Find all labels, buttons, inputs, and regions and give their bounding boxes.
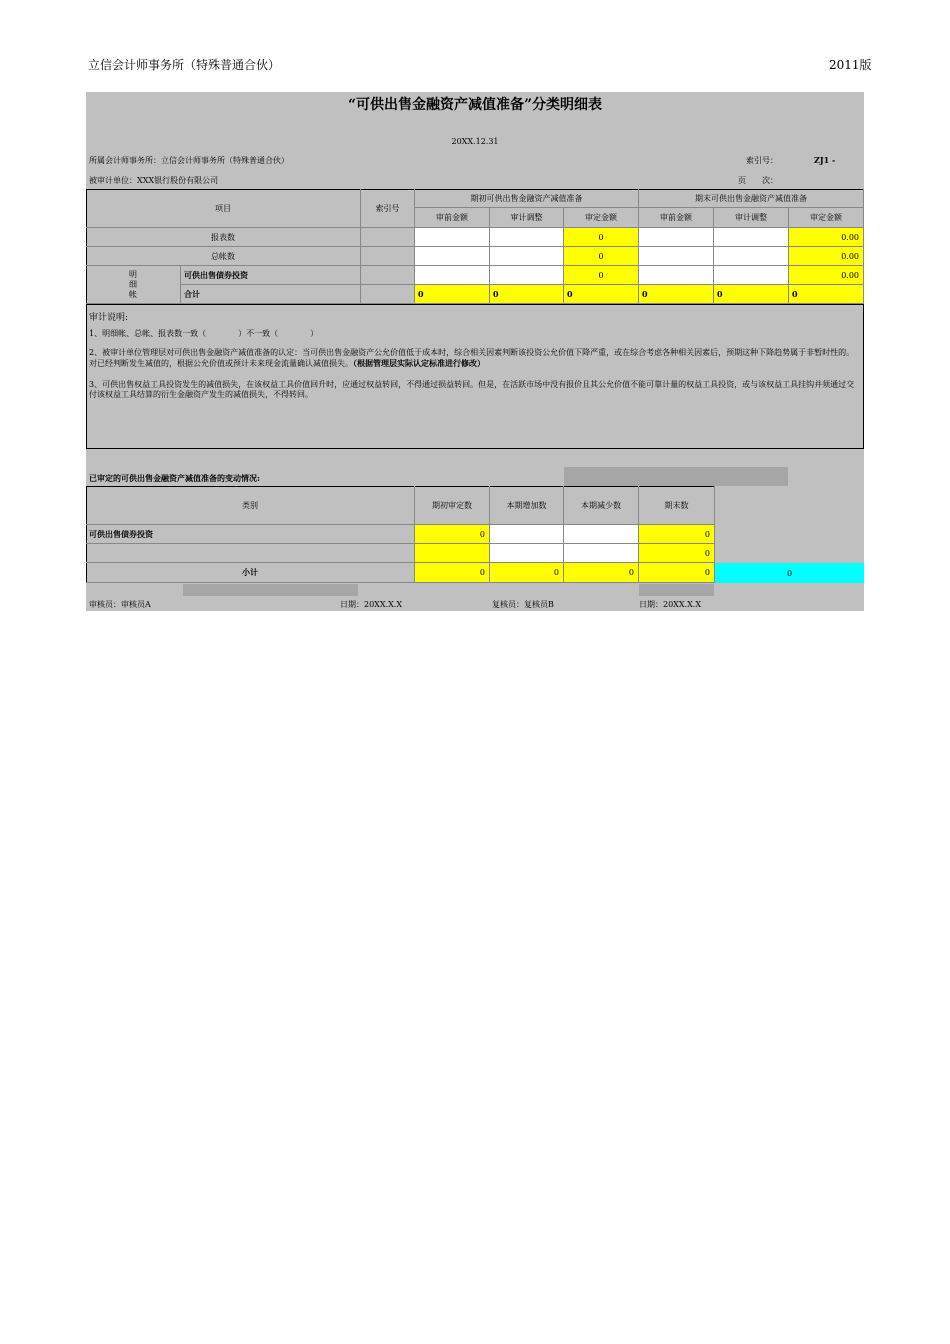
ledger-cell[interactable] [714, 247, 789, 266]
total-cell: 0 [639, 285, 714, 304]
note-1: 1、明细帐、总帐、报表数一致（ ）不一致（ ） [89, 329, 319, 338]
report-cell[interactable] [415, 228, 490, 247]
detail-cell[interactable] [415, 266, 490, 285]
shade-bar-footer [183, 584, 358, 596]
sub-header-1: 审前金额 [415, 208, 490, 228]
ledger-cell[interactable] [490, 247, 564, 266]
row2-cell[interactable] [415, 544, 490, 563]
detail-ledger-label: 明 细 帐 [86, 266, 181, 304]
audit-notes [86, 304, 864, 449]
row-report-label: 报表数 [86, 228, 361, 247]
detail-cell[interactable]: 0.00 [789, 266, 864, 285]
header-firm: 立信会计师事务所（特殊普通合伙） [88, 58, 281, 72]
index-label: 索引号： [746, 156, 778, 165]
sub-header-2: 审计调整 [490, 208, 564, 228]
row1-label: 可供出售债券投资 [86, 525, 415, 544]
note-2: 2、被审计单位管理层对可供出售金融资产减值准备的认定：当可供出售金融资产公允价值低于成本时，综合相关因素判断该投资公允价值下降严重，或在综合考虑各种相关因素后，预期这种下降趋势属于非暂时性的。对已经判断发生减值的，根据公允价值或预计未来现金流量确认减值损失。（根据管理层实际认定标准进行修改） [89, 348, 855, 368]
total-cell: 0 [564, 285, 639, 304]
col-decrease-header: 本期减少数 [564, 486, 639, 525]
total-cell: 0 [490, 285, 564, 304]
col-increase-header: 本期增加数 [490, 486, 564, 525]
detail-cell[interactable]: 0 [564, 266, 639, 285]
row1-cell[interactable]: 0 [639, 525, 715, 544]
sub-header-3: 审定金额 [564, 208, 639, 228]
total-cell: 0 [714, 285, 789, 304]
row-total-index[interactable] [361, 285, 415, 304]
shade-bar-footer-2 [639, 584, 714, 596]
check-cell: 0 [715, 563, 864, 583]
ledger-cell[interactable] [415, 247, 490, 266]
row-ledger-index[interactable] [361, 247, 415, 266]
group-begin-header: 期初可供出售金融资产减值准备 [415, 189, 639, 208]
total-cell: 0 [789, 285, 864, 304]
shade-bar [564, 467, 788, 486]
row-ledger-label: 总帐数 [86, 247, 361, 266]
reviewer: 复核员：复核员B [492, 600, 554, 609]
worksheet [86, 92, 864, 611]
note-2-emphasis: （根据管理层实际认定标准进行修改） [353, 358, 485, 368]
index-value: ZJ1 - [814, 155, 836, 165]
row1-cell[interactable] [490, 525, 564, 544]
col-index-header: 索引号 [361, 189, 415, 228]
report-cell[interactable]: 0 [564, 228, 639, 247]
row1-cell[interactable]: 0 [415, 525, 490, 544]
client-line: 被审计单位：XXX银行股份有限公司 [89, 176, 219, 185]
prepare-date: 日期：20XX.X.X [340, 600, 403, 609]
page-title: “可供出售金融资产减值准备”分类明细表 [347, 97, 603, 113]
ledger-cell[interactable]: 0.00 [789, 247, 864, 266]
ledger-cell[interactable]: 0 [564, 247, 639, 266]
sub-header-6: 审定金额 [789, 208, 864, 228]
row2-cell[interactable]: 0 [639, 544, 715, 563]
row2-cell[interactable] [490, 544, 564, 563]
table2-heading: 已审定的可供出售金融资产减值准备的变动情况: [89, 473, 260, 483]
notes-heading: 审计说明: [89, 313, 129, 323]
group-end-header: 期末可供出售金融资产减值准备 [639, 189, 864, 208]
detail-cell[interactable] [714, 266, 789, 285]
report-cell[interactable] [490, 228, 564, 247]
row1-cell[interactable] [564, 525, 639, 544]
sub-header-4: 审前金额 [639, 208, 714, 228]
header-edition: 2011版 [829, 58, 872, 72]
report-cell[interactable] [714, 228, 789, 247]
col-category-header: 类别 [86, 486, 415, 525]
row-total-label: 合计 [181, 285, 361, 304]
subtotal-cell: 0 [564, 563, 639, 583]
ledger-cell[interactable] [639, 247, 714, 266]
row-detail-label: 可供出售债券投资 [181, 266, 361, 285]
report-cell[interactable] [639, 228, 714, 247]
subtotal-label: 小计 [86, 563, 415, 583]
page-label: 页 次： [738, 176, 778, 185]
row-report-index[interactable] [361, 228, 415, 247]
preparer: 审核员：审核员A [89, 600, 151, 609]
firm-line: 所属会计师事务所：立信会计师事务所（特殊普通合伙） [89, 156, 289, 165]
subtotal-cell: 0 [415, 563, 490, 583]
total-cell: 0 [415, 285, 490, 304]
note-3: 3、可供出售权益工具投资发生的减值损失，在该权益工具价值回升时，应通过权益转回，不得通过损益转回。但是，在活跃市场中没有报价且其公允价值不能可靠计量的权益工具投资，或与该权益工具挂钩并须通过交付该权益工具结算的衍生金融资产发生的减值损失，不得转回。 [89, 380, 855, 399]
report-cell[interactable]: 0.00 [789, 228, 864, 247]
row2-label[interactable] [86, 544, 415, 563]
detail-cell[interactable] [490, 266, 564, 285]
col-begin-header: 期初审定数 [415, 486, 490, 525]
subtotal-cell: 0 [490, 563, 564, 583]
report-date: 20XX.12.31 [451, 137, 499, 146]
col-item-header: 项目 [86, 189, 361, 228]
row2-cell[interactable] [564, 544, 639, 563]
col-end-header: 期末数 [639, 486, 715, 525]
row-detail-index[interactable] [361, 266, 415, 285]
detail-cell[interactable] [639, 266, 714, 285]
sub-header-5: 审计调整 [714, 208, 789, 228]
review-date: 日期：20XX.X.X [639, 600, 702, 609]
subtotal-cell: 0 [639, 563, 715, 583]
